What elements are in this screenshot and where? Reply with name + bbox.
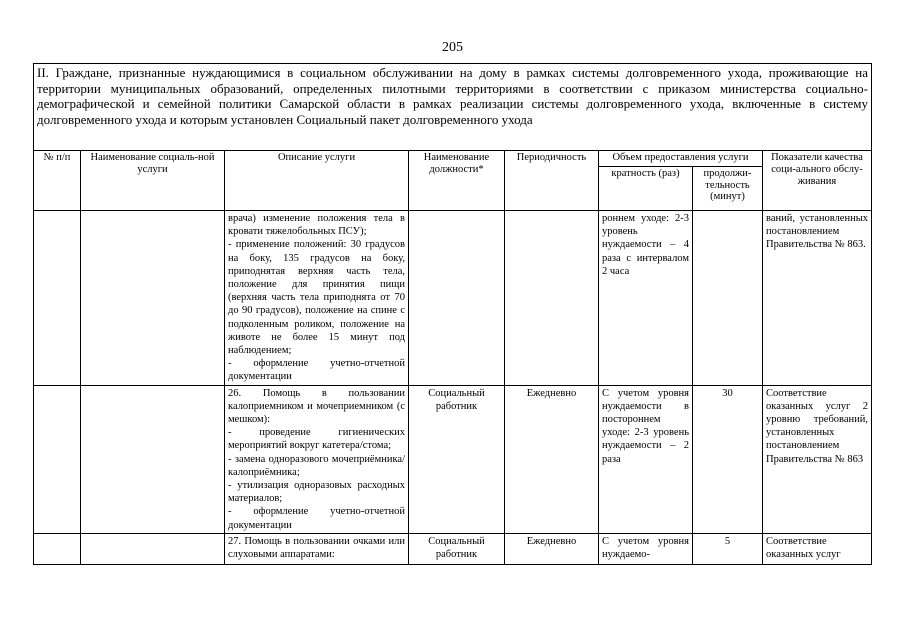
cell-description — [225, 211, 409, 386]
header-row — [34, 151, 872, 167]
cell-num — [34, 385, 81, 533]
cell-duration — [693, 211, 763, 386]
page-number: 205 — [442, 40, 463, 55]
description-line: 26. Помощь в пользовании калоприемником и мочеприемником (с мешком): — [228, 387, 405, 426]
table-row — [34, 211, 872, 386]
header-description: Описание услуги — [225, 151, 409, 211]
table-row — [34, 385, 872, 533]
cell-name — [81, 385, 225, 533]
section-title: II. Граждане, признанные нуждающимися в социальном обслуживании на дому в рамках системы долговременного ухода, проживающие на территории муниципальных образований, определенных пилотными территориями в соответствии с приказом министерства социально-демографической и семейной политики Самарской области в рамках реализации системы долговременного ухода, включенные в систему долговременного ухода и которым установлен Социальный пакет долговременного ухода — [34, 64, 872, 151]
description-text — [228, 212, 405, 384]
description-line: - оформление учетно-отчетной документации — [228, 358, 405, 383]
cell-periodicity: Ежедневно — [505, 533, 599, 564]
header-periodicity: Периодичность — [505, 151, 599, 211]
cell-description — [225, 533, 409, 564]
description-line: - оформление учетно-отчетной документации — [228, 506, 405, 531]
services-table — [33, 63, 872, 565]
cell-frequency: роннем уходе: 2-3 уровень нуждаемости – 4 раза с интервалом 2 часа — [599, 211, 693, 386]
cell-position: Социальный работник — [409, 533, 505, 564]
cell-periodicity — [505, 211, 599, 386]
header-duration: продолжи-тельность (минут) — [693, 167, 763, 211]
cell-description — [225, 385, 409, 533]
header-frequency: кратность (раз) — [599, 167, 693, 211]
cell-name — [81, 533, 225, 564]
cell-quality: Соответствие оказанных услуг 2 уровню требований, установленных постановлением Правительства № 863 — [763, 385, 872, 533]
table-row — [34, 533, 872, 564]
description-line: - проведение гигиенических мероприятий вокруг катетера/стома; — [228, 427, 405, 452]
cell-position — [409, 211, 505, 386]
header-position: Наименование должности* — [409, 151, 505, 211]
section-title-row — [34, 64, 872, 151]
description-text — [228, 535, 405, 561]
cell-num — [34, 211, 81, 386]
description-line: - замена одноразового мочеприёмника/ калоприёмника; — [228, 453, 405, 478]
header-quality: Показатели качества соци-ального обслу-живания — [763, 151, 872, 211]
cell-name — [81, 211, 225, 386]
cell-num — [34, 533, 81, 564]
header-volume: Объем предоставления услуги — [599, 151, 763, 167]
cell-frequency: С учетом уровня нуждаемо- — [599, 533, 693, 564]
cell-quality: ваний, установленных постановлением Правительства № 863. — [763, 211, 872, 386]
description-line: 27. Помощь в пользовании очками или слуховыми аппаратами: — [228, 535, 405, 561]
header-name: Наименование социаль-ной услуги — [81, 151, 225, 211]
description-line: врача) изменение положения тела в кровати тяжелобольных ПСУ); — [228, 213, 405, 238]
description-line: - применение положений: 30 градусов на боку, 135 градусов на боку, приподнятая верхняя часть тела, положение для принятия пищи (верхняя часть тела приподнята от 70 до 90 градусов), положение на спине с подколенным роликом, положение на животе не более 15 минут под наблюдением; — [228, 239, 405, 357]
header-num: № п/п — [34, 151, 81, 211]
cell-duration: 30 — [693, 385, 763, 533]
cell-duration: 5 — [693, 533, 763, 564]
cell-periodicity: Ежедневно — [505, 385, 599, 533]
cell-position: Социальный работник — [409, 385, 505, 533]
description-line: - утилизация одноразовых расходных материалов; — [228, 480, 405, 505]
description-text — [228, 387, 405, 532]
cell-frequency: С учетом уровня нуждаемости в постороннем уходе: 2-3 уровень нуждаемости – 2 раза — [599, 385, 693, 533]
cell-quality: Соответствие оказанных услуг — [763, 533, 872, 564]
